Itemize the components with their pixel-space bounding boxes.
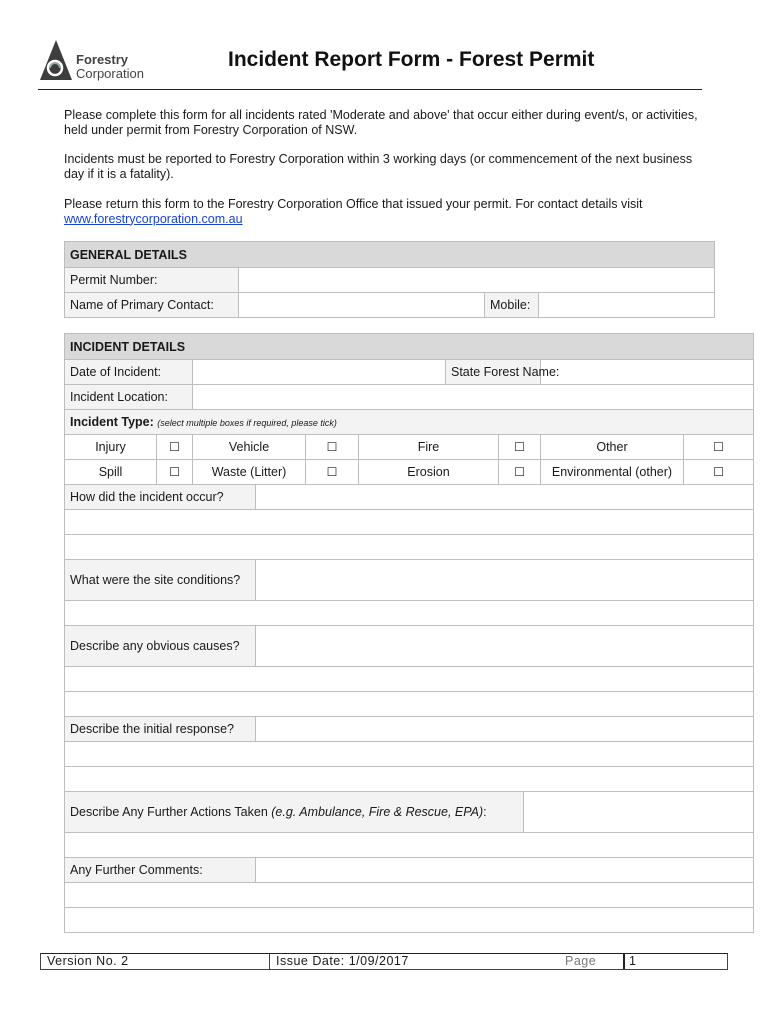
site-conditions-field[interactable] [256,560,754,601]
further-actions-examples: (e.g. Ambulance, Fire & Rescue, EPA) [271,805,484,819]
incident-type-row-2 [65,460,754,485]
state-forest-field[interactable] [541,360,754,385]
incident-type-row-1 [65,435,754,460]
checkbox-spill[interactable]: ☐ [157,460,193,485]
initial-response-label: Describe the initial response? [65,717,256,742]
permit-number-field[interactable] [239,268,715,293]
page-footer [40,953,728,970]
issue-date: Issue Date: 1/09/2017 [269,954,409,969]
incident-type-hint: (select multiple boxes if required, please tick) [157,418,337,428]
incident-type-row [65,410,754,435]
page-number: 1 [623,954,636,969]
incident-location-field[interactable] [193,385,754,410]
type-label-injury: Injury [65,435,157,460]
logo-text-corporation: Corporation [76,66,144,81]
date-of-incident-label: Date of Incident: [65,360,193,385]
intro-paragraph-2: Incidents must be reported to Forestry Corporation within 3 working days (or commencement of the next business day if it is a fatality). [64,152,693,181]
obvious-causes-line-3[interactable] [65,692,754,717]
website-link[interactable]: www.forestrycorporation.com.au [64,211,243,226]
checkbox-fire[interactable]: ☐ [499,435,541,460]
further-comments-field[interactable] [256,858,754,883]
logo-text-forestry: Forestry [76,52,129,67]
site-conditions-label: What were the site conditions? [65,560,256,601]
obvious-causes-line-2[interactable] [65,667,754,692]
general-details-heading: GENERAL DETAILS [65,242,715,268]
obvious-causes-label: Describe any obvious causes? [65,626,256,667]
type-label-environmental: Environmental (other) [541,460,684,485]
further-comments-label: Any Further Comments: [65,858,256,883]
incident-details-table [64,333,754,933]
date-of-incident-field[interactable] [193,360,446,385]
type-label-other: Other [541,435,684,460]
incident-type-label: Incident Type: [70,415,154,429]
incident-location-label: Incident Location: [65,385,193,410]
page-title: Incident Report Form - Forest Permit [228,48,595,71]
primary-contact-field[interactable] [239,293,485,318]
type-label-vehicle: Vehicle [193,435,306,460]
initial-response-field[interactable] [256,717,754,742]
intro-paragraph-3 [64,197,704,226]
incident-details-heading: INCIDENT DETAILS [65,334,754,360]
type-label-spill: Spill [65,460,157,485]
further-comments-line-3[interactable] [65,908,754,933]
type-label-fire: Fire [359,435,499,460]
how-occurred-line-2[interactable] [65,510,754,535]
site-conditions-line-2[interactable] [65,601,754,626]
initial-response-line-2[interactable] [65,742,754,767]
initial-response-line-3[interactable] [65,767,754,792]
mobile-label: Mobile: [485,293,539,318]
obvious-causes-field[interactable] [256,626,754,667]
permit-number-label: Permit Number: [65,268,239,293]
type-label-erosion: Erosion [359,460,499,485]
return-instructions: Please return this form to the Forestry Corporation Office that issued your permit. For contact details visit [64,197,643,211]
checkbox-injury[interactable]: ☐ [157,435,193,460]
version-number: Version No. 2 [47,954,129,968]
checkbox-erosion[interactable]: ☐ [499,460,541,485]
checkbox-waste[interactable]: ☐ [306,460,359,485]
tree-logo-icon [38,38,74,82]
how-occurred-line-3[interactable] [65,535,754,560]
how-occurred-label: How did the incident occur? [65,485,256,510]
page-header [38,34,702,90]
further-actions-label [65,792,524,833]
further-actions-field[interactable] [524,792,754,833]
further-comments-line-2[interactable] [65,883,754,908]
checkbox-other[interactable]: ☐ [684,435,754,460]
further-actions-colon: : [483,805,487,819]
mobile-field[interactable] [539,293,715,318]
further-actions-text: Describe Any Further Actions Taken [70,805,272,819]
general-details-table [64,241,715,318]
type-label-waste: Waste (Litter) [193,460,306,485]
checkbox-environmental[interactable]: ☐ [684,460,754,485]
checkbox-vehicle[interactable]: ☐ [306,435,359,460]
page-label: Page [565,954,597,968]
primary-contact-label: Name of Primary Contact: [65,293,239,318]
forestry-corporation-logo [38,38,158,84]
state-forest-label: State Forest Name: [446,360,541,385]
how-occurred-field[interactable] [256,485,754,510]
further-actions-line-2[interactable] [65,833,754,858]
intro-paragraph-1: Please complete this form for all incidents rated 'Moderate and above' that occur either during event/s, or activities, held under permit from Forestry Corporation of NSW. [64,108,698,137]
